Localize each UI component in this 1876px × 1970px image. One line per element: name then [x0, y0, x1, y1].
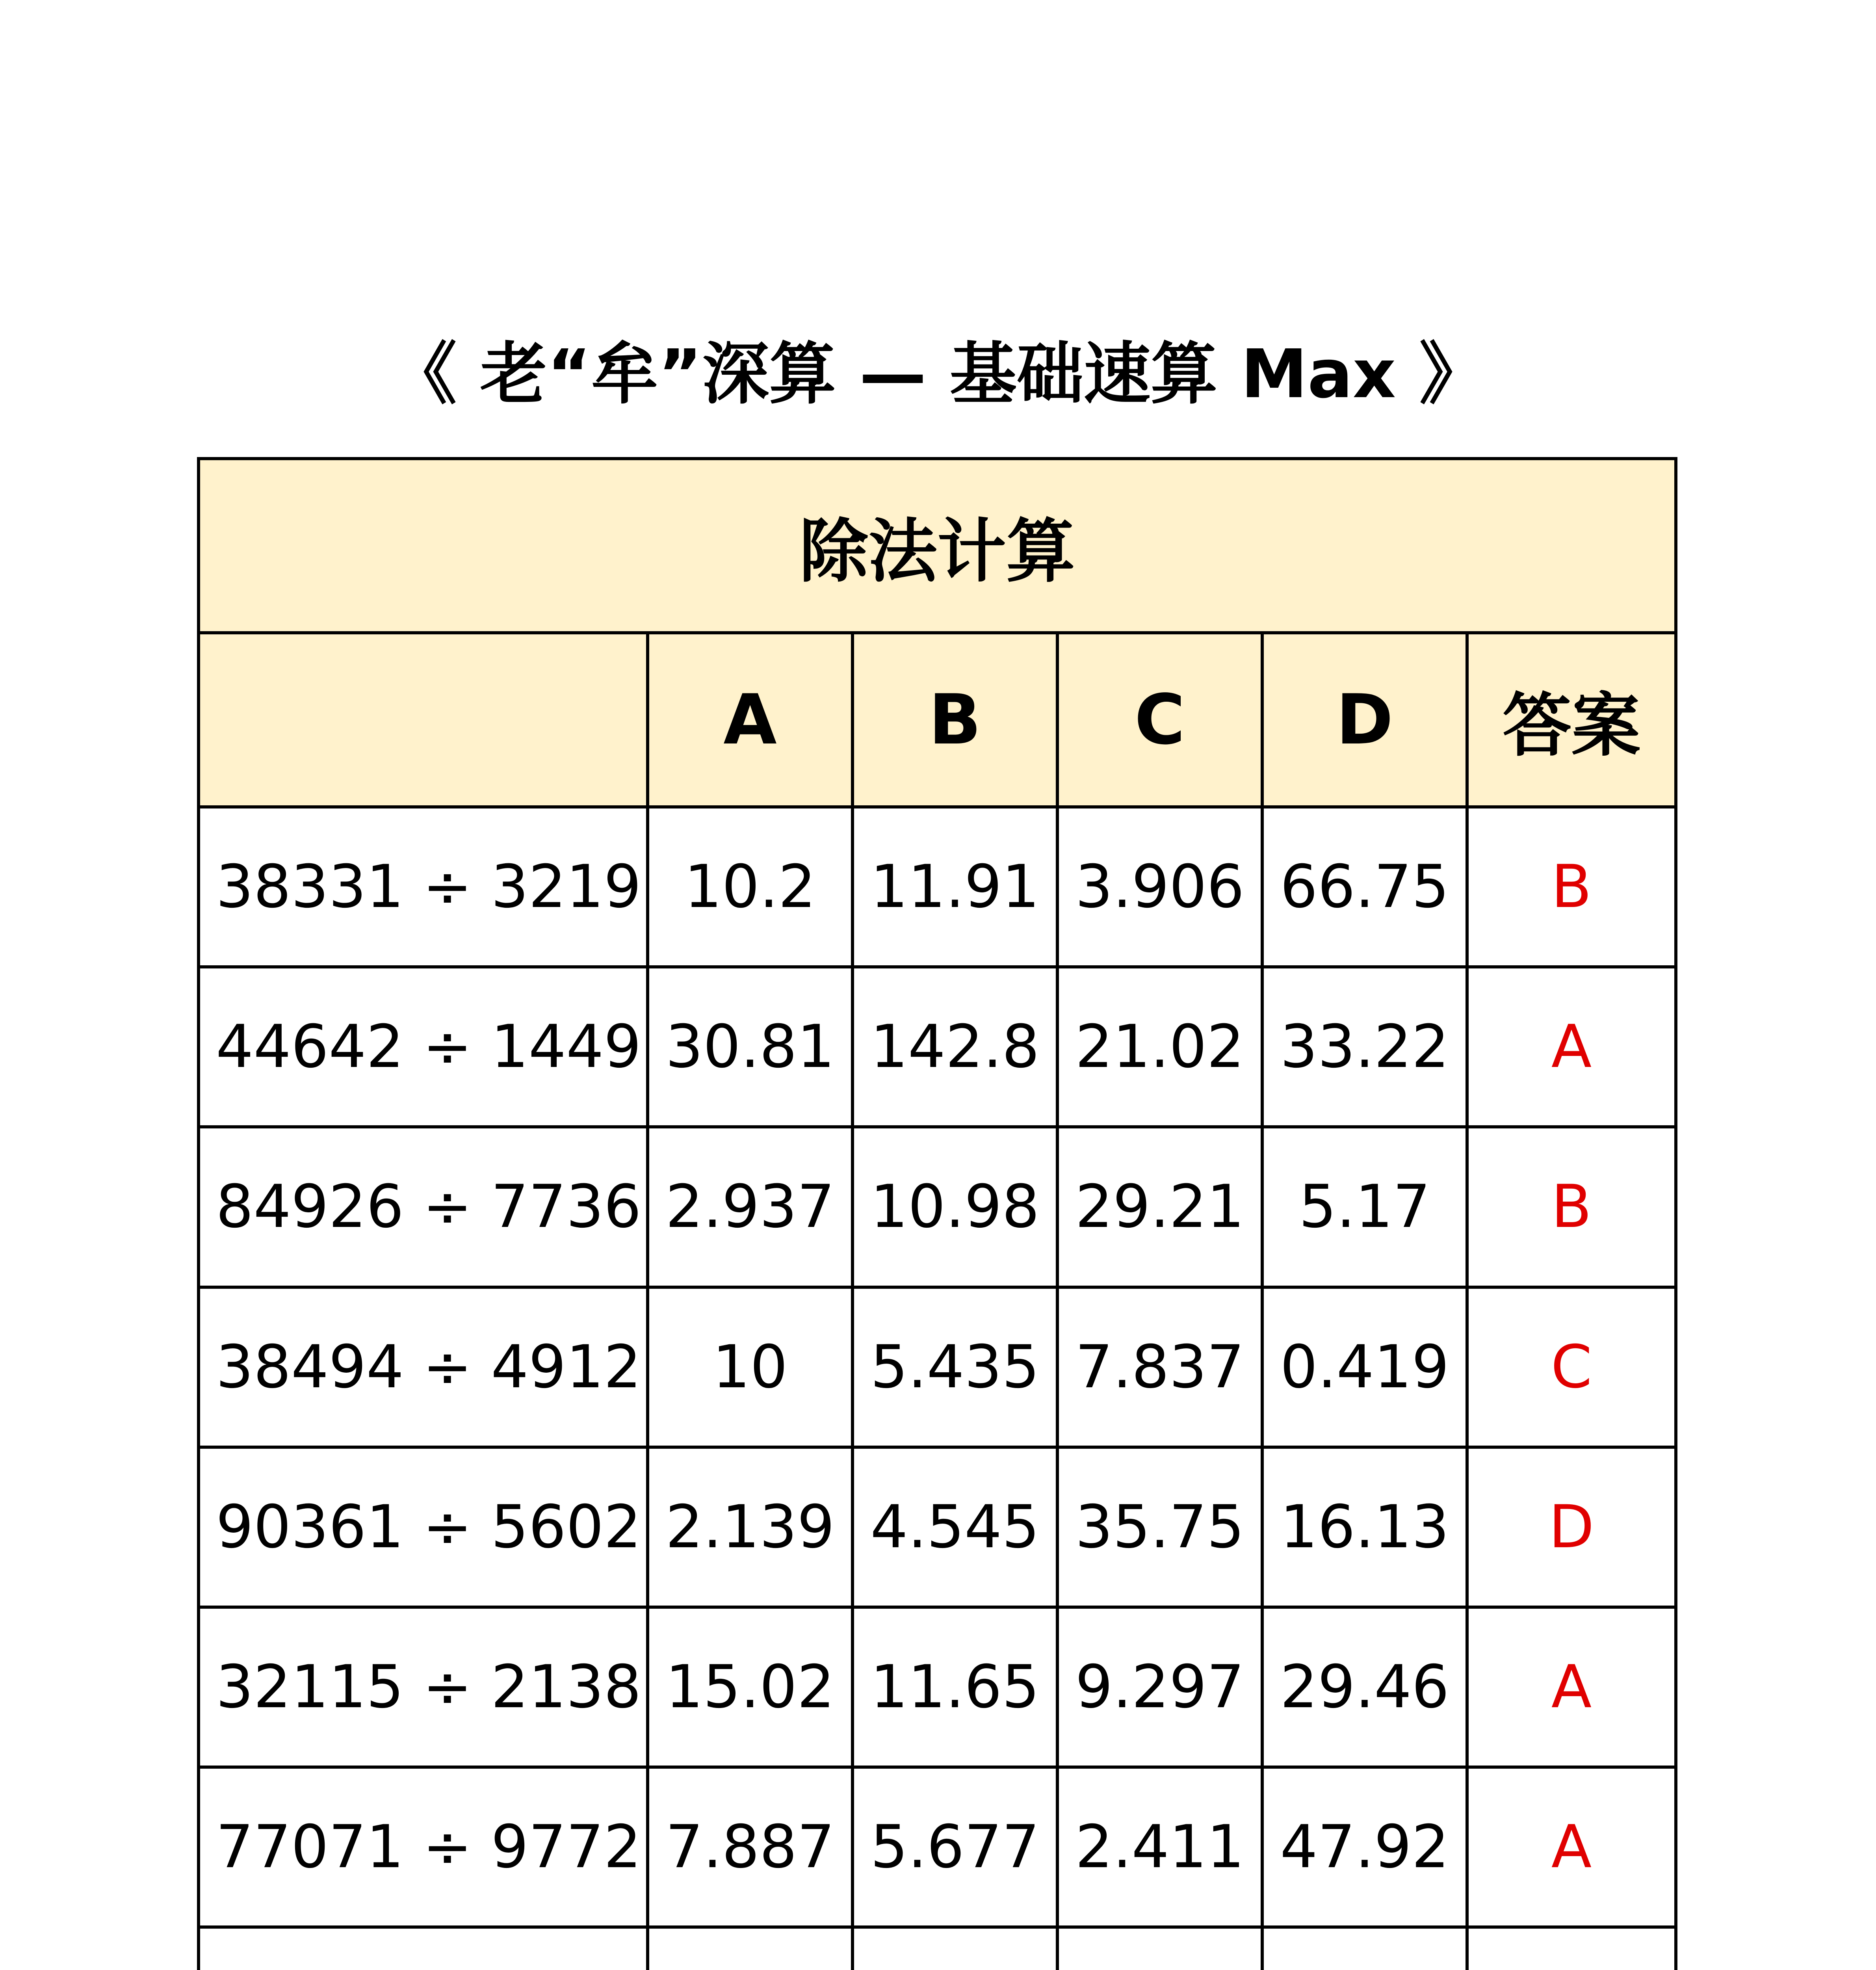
option-a-cell: 10.2 [648, 807, 853, 967]
option-a-cell: 2.139 [648, 1447, 853, 1607]
option-b-cell: 11.91 [853, 807, 1057, 967]
problem-cell [199, 1927, 648, 1970]
option-c-cell: 2.411 [1057, 1767, 1262, 1927]
answer-cell: D [1467, 1447, 1676, 1607]
division-quiz-table [197, 457, 1677, 1970]
option-b-cell: 11.65 [853, 1607, 1057, 1767]
answer-cell: A [1467, 1767, 1676, 1927]
option-d-cell: 29.46 [1262, 1607, 1467, 1767]
option-c-cell: 29.21 [1057, 1127, 1262, 1287]
option-a-cell: 15.02 [648, 1607, 853, 1767]
option-c-cell: 7.837 [1057, 1287, 1262, 1447]
option-b-cell: 4.545 [853, 1447, 1057, 1607]
option-d-cell: 5.17 [1262, 1127, 1467, 1287]
option-c-cell: 21.02 [1057, 967, 1262, 1127]
header-answer: 答案 [1467, 633, 1676, 807]
header-option-a: A [648, 633, 853, 807]
table-row [199, 967, 1676, 1127]
header-option-d: D [1262, 633, 1467, 807]
option-c-cell: 9.297 [1057, 1607, 1262, 1767]
option-a-cell: 30.81 [648, 967, 853, 1127]
option-a-cell: 2.937 [648, 1127, 853, 1287]
table-row [199, 1767, 1676, 1927]
option-c-cell: 3.906 [1057, 807, 1262, 967]
option-b-cell: 10.98 [853, 1127, 1057, 1287]
column-header-row [199, 633, 1676, 807]
option-d-cell [1262, 1927, 1467, 1970]
table-row [199, 1607, 1676, 1767]
table-caption: 除法计算 [199, 459, 1676, 633]
table-row [199, 1927, 1676, 1970]
table-row [199, 1447, 1676, 1607]
option-a-cell: 10 [648, 1287, 853, 1447]
problem-cell: 38494 ÷ 4912 [199, 1287, 648, 1447]
option-a-cell [648, 1927, 853, 1970]
option-d-cell: 33.22 [1262, 967, 1467, 1127]
option-d-cell: 16.13 [1262, 1447, 1467, 1607]
problem-cell: 38331 ÷ 3219 [199, 807, 648, 967]
problem-cell: 90361 ÷ 5602 [199, 1447, 648, 1607]
table-row [199, 1287, 1676, 1447]
option-c-cell [1057, 1927, 1262, 1970]
header-option-c: C [1057, 633, 1262, 807]
option-b-cell: 142.8 [853, 967, 1057, 1127]
option-d-cell: 66.75 [1262, 807, 1467, 967]
table-row [199, 1127, 1676, 1287]
option-a-cell: 7.887 [648, 1767, 853, 1927]
header-problem [199, 633, 648, 807]
option-c-cell: 35.75 [1057, 1447, 1262, 1607]
answer-cell [1467, 1927, 1676, 1970]
option-b-cell: 5.435 [853, 1287, 1057, 1447]
answer-cell: C [1467, 1287, 1676, 1447]
answer-cell: A [1467, 1607, 1676, 1767]
header-option-b: B [853, 633, 1057, 807]
option-d-cell: 47.92 [1262, 1767, 1467, 1927]
caption-row [199, 459, 1676, 633]
answer-cell: A [1467, 967, 1676, 1127]
page-title: 《 老“牟”深算 — 基础速算 Max 》 [390, 335, 1486, 413]
answer-cell: B [1467, 1127, 1676, 1287]
problem-cell: 77071 ÷ 9772 [199, 1767, 648, 1927]
problem-cell: 84926 ÷ 7736 [199, 1127, 648, 1287]
option-b-cell [853, 1927, 1057, 1970]
problem-cell: 32115 ÷ 2138 [199, 1607, 648, 1767]
problem-cell: 44642 ÷ 1449 [199, 967, 648, 1127]
table-body [199, 807, 1676, 1970]
option-b-cell: 5.677 [853, 1767, 1057, 1927]
table-row [199, 807, 1676, 967]
option-d-cell: 0.419 [1262, 1287, 1467, 1447]
answer-cell: B [1467, 807, 1676, 967]
